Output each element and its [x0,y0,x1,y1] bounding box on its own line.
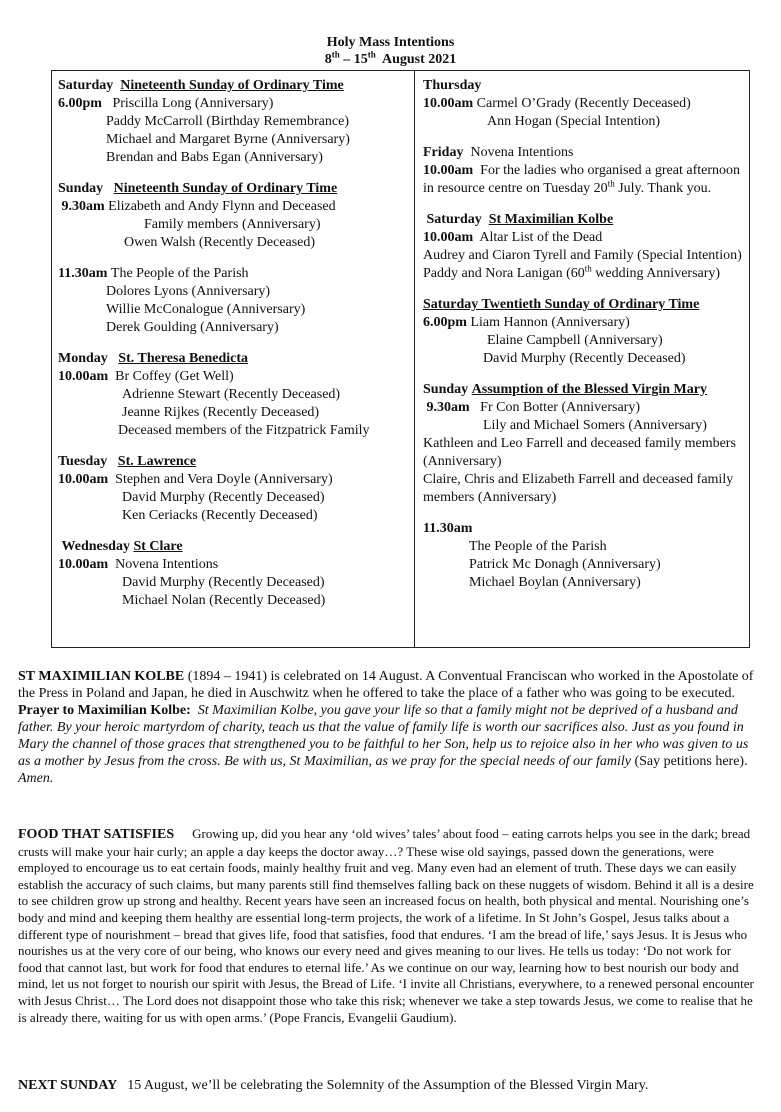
prayer-note: (Say petitions here). [634,754,748,769]
article-heading: NEXT SUNDAY [18,1078,118,1093]
day-sunday [58,180,410,337]
kolbe-paragraph [18,668,756,702]
intention: Carmel O’Grady (Recently Deceased) [476,96,691,111]
mass-time: 6.00pm [423,315,467,330]
day-wednesday [58,538,410,610]
day-label: Thursday [423,78,482,93]
intention: Paddy McCarroll (Birthday Remembrance) [106,114,349,129]
intention: Novena Intentions [470,145,574,160]
day-label: Friday [423,145,464,160]
left-column [58,77,410,623]
food-article [18,826,756,1026]
mass-time: 10.00am [423,230,474,245]
mass-time: 10.00am [58,472,109,487]
intention: Lily and Michael Somers (Anniversary) [483,418,707,433]
intention: Deceased members of the Fitzpatrick Family [118,423,370,438]
feast-label: Assumption of the Blessed Virgin Mary [471,382,707,397]
feast-label: St Clare [133,539,183,554]
intention: Michael Boylan (Anniversary) [469,575,641,590]
mass-time: 10.00am [423,96,474,111]
intention: Jeanne Rijkes (Recently Deceased) [122,405,320,420]
intention: Altar List of the Dead [479,230,603,245]
page-header [0,34,781,68]
article-heading: FOOD THAT SATISFIES [18,827,175,842]
intention: Derek Goulding (Anniversary) [106,320,279,335]
feast-label: Saturday Twentieth Sunday of Ordinary Time [423,297,700,312]
intention: Fr Con Botter (Anniversary) [480,400,640,415]
article-text: Growing up, did you hear any ‘old wives’ tales’ about food – eating carrots helps you see in the dark; bread crusts will make your hair curly; an apple a day keeps the doctor away…? These wise old sayings, passed down the generations, were employed to encourage us to eat certain foods, mainly healthy fruit and veg. Many even had an element of truth. These days we can easily establish the accuracy of such claims, but many parents still find themselves falling back on these nuggets of wisdom. Behind it all is a desire to see children grow up strong and healthy. Recent years have seen an increased focus on health, both physical and mental. Nourishing one’s body and mind and keeping them healthy are essential long-term projects, the work of a lifetime. In St John’s Gospel, Jesus talks about a different type of nourishment – bread that gives life, food that satisfies, food that endures. ‘I am the bread of life,’ says Jesus. It is Jesus who nourishes us at the very core of our being, who knows our every need and gives meaning to our lives. He tells us today: ‘Do not work for food that cannot last, but work for food that endures to eternal life.’ As we continue on our way, learning how to best nourish our body and mind, let us not forget to nourish our spirit with Jesus, the Bread of Life. ‘I invite all Christians, everywhere, to a renewed personal encounter with Jesus Christ… The Lord does not disappoint those who take this risk; whenever we take a step towards Jesus, we come to realise that he is already there, waiting for us with open arms.’ (Pope Francis, Evangelii Gaudium). [18,826,754,1025]
day-label: Monday [58,351,108,366]
day-friday [423,144,745,198]
date-start: 8 [324,52,332,67]
feast-label: Nineteenth Sunday of Ordinary Time [120,78,344,93]
intention: Elizabeth and Andy Flynn and Deceased [108,199,336,214]
date-start-sup: th [331,49,340,60]
intention: Family members (Anniversary) [144,217,321,232]
day-label: Saturday [426,212,482,227]
article-heading: ST MAXIMILIAN KOLBE [18,669,185,684]
article-text: (1894 – 1941) is celebrated on 14 August. A Conventual Franciscan who worked in the Apostolate of the Press in Poland and Japan, he died in Auschwitz when he offered to take the place of a father who was going to be executed. [18,669,754,701]
mass-time: 10.00am [58,557,109,572]
right-column [423,77,745,605]
date-sep: – [339,52,354,67]
intention: Michael Nolan (Recently Deceased) [122,593,326,608]
mass-time: 10.00am [423,163,474,178]
feast-label: St. Theresa Benedicta [118,351,249,366]
intention: Elaine Campbell (Anniversary) [487,333,663,348]
feast-label: St. Lawrence [117,454,197,469]
intention: Michael and Margaret Byrne (Anniversary) [106,132,350,147]
prayer-heading: Prayer to Maximilian Kolbe: [18,703,191,718]
intention: Br Coffey (Get Well) [115,369,234,384]
next-sunday [18,1077,756,1094]
mass-time: 9.30am [426,400,470,415]
intention: Willie McConalogue (Anniversary) [106,302,306,317]
day-label: Saturday [58,78,114,93]
kolbe-article [18,668,756,787]
prayer-amen: Amen. [18,771,54,786]
day-label: Tuesday [58,454,108,469]
ordinal-sup: th [607,178,615,189]
intention: Brendan and Babs Egan (Anniversary) [106,150,323,165]
intention: David Murphy (Recently Deceased) [122,575,325,590]
day-sunday-assumption [423,381,745,592]
intention: Paddy and Nora Lanigan (60 [423,266,585,281]
day-monday [58,350,410,440]
ordinal-sup: th [584,263,592,274]
intention: Stephen and Vera Doyle (Anniversary) [115,472,333,487]
day-saturday-kolbe [423,211,745,283]
day-label: Wednesday [61,539,130,554]
mass-time: 11.30am [58,266,108,281]
intention: David Murphy (Recently Deceased) [122,490,325,505]
intention: Audrey and Ciaron Tyrell and Family (Special Intention) [423,248,742,263]
intention: Kathleen and Leo Farrell and deceased family members (Anniversary) [423,436,736,469]
day-label: Sunday [423,382,469,397]
day-tuesday [58,453,410,525]
mass-time: 9.30am [61,199,105,214]
prayer-text: St Maximilian Kolbe, you gave your life so that a family might not be deprived of a husband and father. By your heroic martyrdom of charity, teach us that the value of family life is worth our sacrifices also. Just as you found in Mary the channel of those graces that strengthened you to be faithful to her Son, help us to rejoice also in her who was given to us as a mother by Jesus from the cross. Be with us, St Maximilian, as we pray for the special needs of our family [18,703,749,769]
intention: Priscilla Long (Anniversary) [112,96,274,111]
intention: Claire, Chris and Elizabeth Farrell and deceased family members (Anniversary) [423,472,734,505]
intention: Dolores Lyons (Anniversary) [106,284,271,299]
kolbe-prayer [18,702,756,787]
date-end-sup: th [367,49,376,60]
intention: David Murphy (Recently Deceased) [483,351,686,366]
feast-label: Nineteenth Sunday of Ordinary Time [113,181,338,196]
mass-time: 6.00pm [58,96,102,111]
intention: Novena Intentions [115,557,219,572]
day-saturday-vigil [423,296,745,368]
mass-time: 10.00am [58,369,109,384]
day-label: Sunday [58,181,104,196]
intention: Ken Ceriacks (Recently Deceased) [122,508,318,523]
intention: For the ladies who organised a great afternoon in resource centre on Tuesday 20 [423,163,740,196]
intention: The People of the Parish [469,539,607,554]
intention: Patrick Mc Donagh (Anniversary) [469,557,661,572]
mass-time: 11.30am [423,521,473,536]
column-divider [414,71,415,647]
mass-intentions-table [51,70,750,648]
intention: Owen Walsh (Recently Deceased) [124,235,316,250]
intention: Liam Hannon (Anniversary) [470,315,630,330]
date-end: 15 [353,52,368,67]
date-range [0,51,781,68]
intention: Ann Hogan (Special Intention) [487,114,661,129]
intention: Adrienne Stewart (Recently Deceased) [122,387,341,402]
intention: July. Thank you. [614,181,712,196]
feast-label: St Maximilian Kolbe [488,212,614,227]
intention: The People of the Parish [110,266,249,281]
day-thursday [423,77,745,131]
article-text: 15 August, we’ll be celebrating the Solemnity of the Assumption of the Blessed Virgin Mary. [127,1078,649,1093]
date-end-rest: August 2021 [375,52,457,67]
intention: wedding Anniversary) [591,266,721,281]
page-title: Holy Mass Intentions [326,35,455,50]
day-saturday [58,77,410,167]
